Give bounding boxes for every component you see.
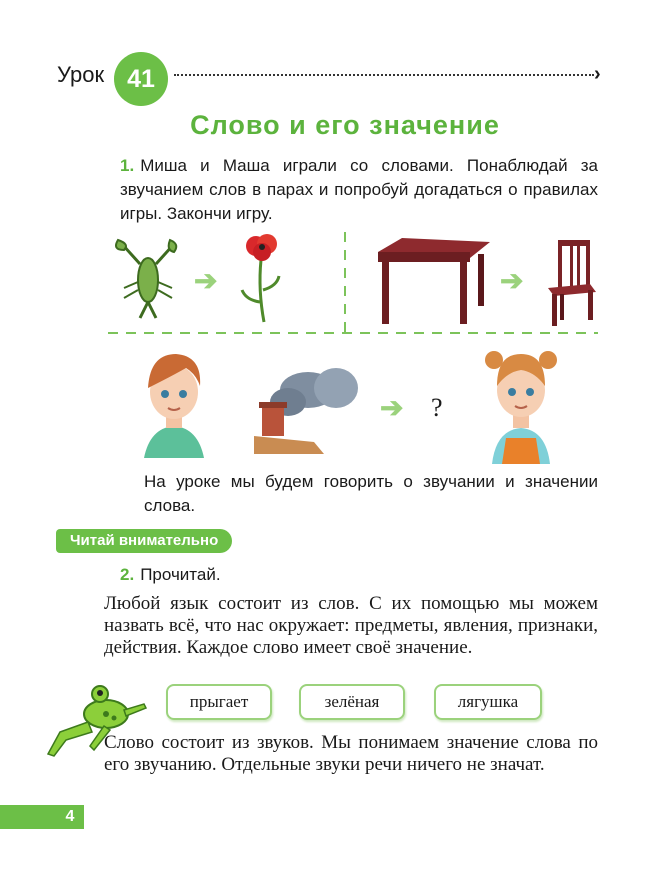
poppy-flower-icon	[236, 230, 286, 325]
lesson-label: Урок	[57, 62, 105, 87]
chevron-right-icon: ›	[594, 63, 601, 85]
girl-masha-icon	[484, 344, 558, 464]
table-icon	[372, 234, 492, 326]
task1-text	[120, 154, 598, 226]
chimney-smoke-icon	[254, 362, 366, 454]
task2-instruction: Прочитай.	[140, 565, 221, 584]
picture-grid-horizontal-divider	[108, 332, 598, 334]
page-title: Слово и его значение	[190, 110, 500, 140]
chair-icon	[544, 236, 598, 328]
page-number: 4	[56, 805, 84, 829]
arrow-right-icon: ➔	[500, 265, 524, 296]
page-number-bar	[0, 805, 56, 829]
dotted-divider	[174, 74, 594, 76]
word-card-jumps: прыгает	[166, 684, 272, 720]
task2-number: 2.	[120, 565, 135, 584]
task2-paragraph-2: Слово состоит из звуков. Мы понимаем значение слова по его звучанию. Отдельные звуки речи ничего не значат.	[104, 732, 598, 775]
task1-number: 1.	[120, 156, 135, 175]
question-mark: ?	[431, 393, 443, 422]
picture-grid-vertical-divider	[344, 232, 346, 336]
task2-heading	[120, 565, 221, 585]
task2-paragraph-1: Любой язык состоит из слов. С их помощью мы можем назвать всё, что нас окружает: предметы, явления, признаки, действия. Каждое слово имеет своё значение.	[104, 593, 598, 658]
section-tag: Читай внимательно	[56, 529, 232, 553]
arrow-right-icon: ➔	[380, 392, 404, 423]
crayfish-icon	[110, 232, 185, 322]
arrow-right-icon: ➔	[194, 265, 218, 296]
lesson-summary: На уроке мы будем говорить о звучании и значении слова.	[144, 472, 598, 515]
task1-instruction: Миша и Маша играли со словами. Понаблюдай за звучанием слов в парах и попробуй догадаться о правилах игры. Закончи игру.	[120, 156, 598, 223]
boy-misha-icon	[136, 350, 212, 458]
word-card-green: зелёная	[299, 684, 405, 720]
word-card-frog: лягушка	[434, 684, 542, 720]
lesson-number-badge: 41	[114, 52, 168, 106]
